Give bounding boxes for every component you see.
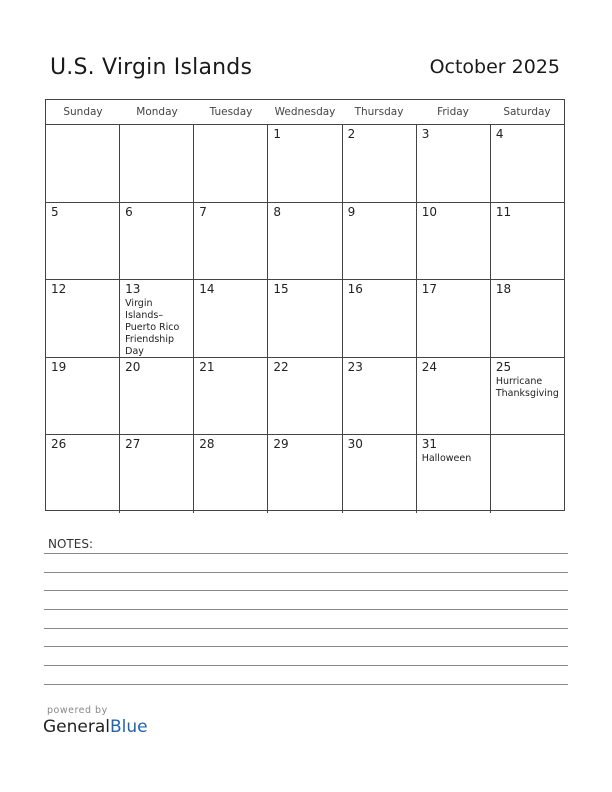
holiday-label: Hurricane Thanksgiving [495, 375, 559, 399]
day-cell [268, 358, 342, 435]
day-cell [194, 203, 268, 280]
day-cell [343, 125, 417, 202]
day-cell [417, 435, 491, 513]
day-cell [417, 280, 491, 357]
day-cell [46, 358, 120, 435]
day-cell [417, 125, 491, 202]
notes-line [44, 628, 568, 629]
day-number: 29 [273, 437, 289, 451]
weekday-friday: Friday [437, 106, 469, 118]
notes-line [44, 646, 568, 647]
day-number: 13 [125, 282, 141, 296]
brand-blue: Blue [110, 717, 148, 737]
weekday-saturday: Saturday [503, 106, 551, 118]
day-cell [194, 358, 268, 435]
day-cell [120, 358, 194, 435]
day-number: 20 [125, 359, 141, 374]
day-cell [343, 435, 417, 513]
day-cell [491, 280, 564, 357]
day-cell [343, 203, 417, 280]
day-cell [268, 280, 342, 357]
day-number: 8 [273, 204, 282, 219]
day-number: 9 [347, 204, 356, 219]
weekday-monday: Monday [136, 106, 178, 118]
day-cell [268, 203, 342, 280]
day-number: 5 [51, 204, 59, 219]
notes-line [44, 590, 568, 591]
day-number: 21 [199, 359, 215, 374]
day-number: 11 [495, 204, 512, 219]
week-row [46, 358, 564, 436]
day-cell [194, 280, 268, 357]
day-cell [491, 435, 564, 513]
day-number: 22 [273, 359, 289, 374]
weekday-tuesday: Tuesday [209, 106, 253, 118]
weekday-sunday: Sunday [63, 106, 103, 118]
calendar-title: U.S. Virgin Islands [50, 55, 253, 80]
week-row [46, 203, 564, 281]
day-number: 28 [199, 437, 215, 451]
day-cell [491, 125, 564, 202]
brand-logo [43, 717, 148, 737]
weekday-header [46, 100, 564, 125]
day-cell [46, 435, 120, 513]
day-cell [417, 203, 491, 280]
brand-general: General [43, 717, 110, 737]
week-row [46, 435, 564, 513]
day-number: 26 [51, 437, 67, 451]
weekday-thursday: Thursday [354, 106, 404, 118]
day-number: 7 [199, 204, 207, 219]
notes-line [44, 684, 568, 685]
day-number: 10 [421, 204, 437, 219]
day-cell [194, 435, 268, 513]
day-number: 24 [421, 359, 437, 374]
day-cell [46, 203, 120, 280]
day-number: 2 [347, 127, 356, 141]
day-number: 15 [273, 282, 289, 296]
day-number: 17 [421, 282, 437, 296]
day-cell [491, 203, 564, 280]
day-number: 16 [347, 282, 363, 296]
week-row [46, 280, 564, 358]
day-cell [194, 125, 268, 202]
day-number: 31 [421, 437, 437, 451]
day-cell [120, 125, 194, 202]
day-number: 27 [125, 437, 141, 451]
day-cell [120, 203, 194, 280]
day-cell [120, 280, 194, 357]
day-cell [46, 280, 120, 357]
notes-line [44, 572, 568, 573]
day-number: 19 [51, 359, 67, 374]
day-number: 30 [347, 437, 363, 451]
holiday-label: Virgin Islands–Puerto Rico Friendship Day [125, 298, 180, 357]
day-cell [417, 358, 491, 435]
day-number: 25 [495, 359, 512, 374]
day-cell [268, 435, 342, 513]
holiday-label: Halloween [421, 453, 472, 464]
day-cell [491, 358, 564, 435]
day-number: 4 [495, 127, 504, 141]
month-year: October 2025 [429, 56, 560, 78]
notes-line [44, 665, 568, 666]
day-number: 18 [495, 282, 512, 296]
day-number: 23 [347, 359, 363, 374]
notes-line [44, 609, 568, 610]
notes-label: NOTES: [48, 537, 93, 551]
day-number: 3 [421, 127, 430, 141]
calendar-grid [45, 99, 565, 511]
day-cell [343, 280, 417, 357]
day-number: 1 [273, 127, 282, 141]
day-number: 14 [199, 282, 215, 296]
weekday-wednesday: Wednesday [274, 106, 336, 118]
notes-line [44, 553, 568, 554]
day-cell [46, 125, 120, 202]
day-cell [120, 435, 194, 513]
powered-by-text: powered by [47, 705, 108, 716]
day-cell [268, 125, 342, 202]
day-number: 12 [51, 282, 67, 296]
day-cell [343, 358, 417, 435]
week-row [46, 125, 564, 203]
day-number: 6 [125, 204, 133, 219]
